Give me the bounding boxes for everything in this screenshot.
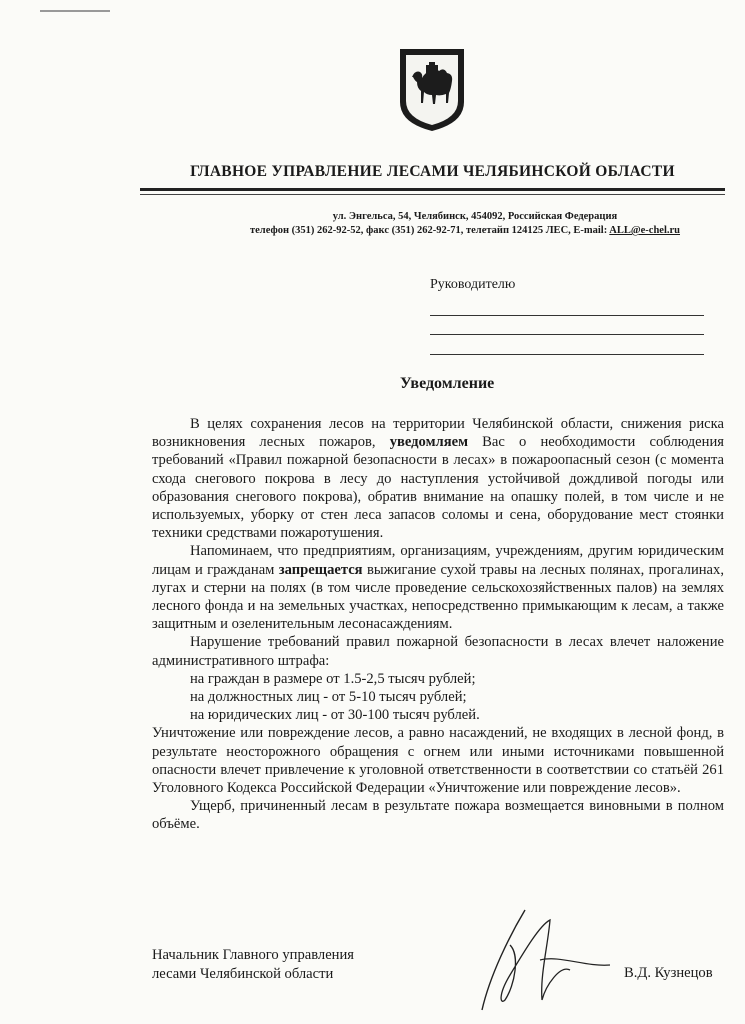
- organization-name: ГЛАВНОЕ УПРАВЛЕНИЕ ЛЕСАМИ ЧЕЛЯБИНСКОЙ ОБЛАСТИ: [190, 163, 675, 180]
- recipient-blank-line: [430, 315, 704, 316]
- emphasis-text: запрещается: [278, 561, 363, 578]
- paragraph: [152, 415, 724, 542]
- signatory-name: В.Д. Кузнецов: [624, 965, 713, 981]
- paragraph-text: выжигание сухой травы на лесных полянах, прогалинах, лугах и стерни на полях (в том числе проведение сельскохозяйственных палов) на землях лесного фонда и на земельных участках, непосредственно примыкающим к лесам, а также защитным и озеленительным лесонасаждениям.: [152, 561, 724, 633]
- document-body: [152, 415, 724, 834]
- recipient-blank-line: [430, 354, 704, 355]
- fine-item: на граждан в размере от 1.5-2,5 тысяч рублей;: [190, 670, 476, 687]
- header-divider: [140, 188, 725, 191]
- email-link[interactable]: ALL@e-chel.ru: [609, 225, 680, 236]
- handwritten-signature-icon: [470, 905, 620, 1015]
- paragraph: Ущерб, причиненный лесам в результате пожара возмещается виновными в полном объёме.: [152, 798, 724, 833]
- organization-contacts: [150, 224, 740, 238]
- signatory-title: [152, 946, 354, 983]
- signatory-title-line: лесами Челябинской области: [152, 965, 334, 982]
- header-divider-thin: [140, 194, 725, 195]
- paragraph-text: Напоминаем, что предприятиям, организациям, учреждениям, другим юридическим лицам и гражданам: [152, 543, 724, 578]
- fine-item: на юридических лиц - от 30-100 тысяч рублей.: [190, 707, 480, 724]
- recipient-label: Руководителю: [430, 277, 516, 292]
- signatory-title-line: Начальник Главного управления: [152, 947, 355, 963]
- document-heading: Уведомление: [400, 375, 495, 392]
- contacts-text: телефон (351) 262-92-52, факс (351) 262-92-71, телетайп 124125 ЛЕС, E-mail:: [249, 225, 610, 236]
- paragraph: Нарушение требований правил пожарной безопасности в лесах влечет наложение административного штрафа:: [152, 634, 724, 669]
- chelyabinsk-camel-crest-icon: [398, 47, 466, 133]
- fine-item: на должностных лиц - от 5-10 тысяч рублей;: [190, 689, 467, 706]
- organization-address: ул. Энгельса, 54, Челябинск, 454092, Российская Федерация: [332, 211, 618, 222]
- paragraph: Уничтожение или повреждение лесов, а равно насаждений, не входящих в лесной фонд, в результате неосторожного обращения с огнем или иными источниками повышенной опасности влечет привлечение к уголовной ответственности в соответствии со статьёй 261 Уголовного Кодекса Российской Федерации «Уничтожение или повреждение лесов».: [152, 725, 724, 797]
- paragraph-text: Вас о необходимости соблюдения требований «Правил пожарной безопасности в лесах» в пожароопасный сезон (с момента схода снегового покрова в лесу до наступления устойчивой дождливой погоды или образования снегового покрова), обратив внимание на опашку полей, в том числе и не используемых, уборку от стен леса запасов соломы и сена, оборудование мест стоянки техники средствами пожаротушения.: [152, 434, 724, 542]
- emphasis-text: уведомляем: [389, 434, 469, 451]
- paragraph-text: В целях сохранения лесов на территории Челябинской области, снижения риска возникновения лесных пожаров,: [152, 416, 724, 451]
- paragraph: [152, 542, 724, 633]
- recipient-blank-line: [430, 334, 704, 335]
- scan-mark: [40, 10, 110, 12]
